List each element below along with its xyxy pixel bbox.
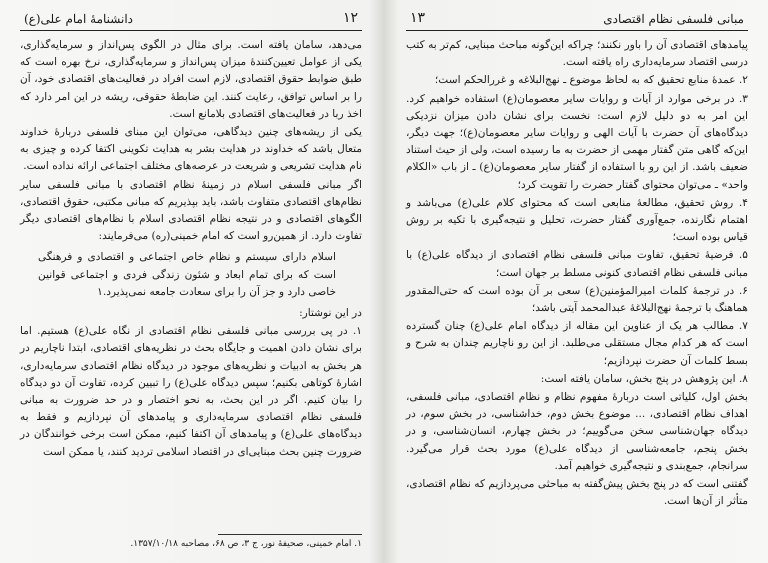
left-paragraph-4: در این نوشتار: [299, 307, 362, 320]
footnote [20, 534, 362, 551]
left-paragraph-1: می‌دهد، سامان یافته است. برای مثال در الگوی پس‌انداز و سرمایه‌گذاری، یکی از عوامل تعیین‌کنندهٔ میزان پس‌انداز و سرمایه‌گذاری، نرخ بهره است که طبق ضوابط حقوق اقتصادی، لازم است افراد در فعالیت‌های اقتصادی خود، آن را بر اساس توافق، رعایت کنند. این ضابطهٔ حقوقی، ریشه در این امر دارد که اخذ ربا در فعالیت‌های اقتصادی بلامانع است. [20, 39, 362, 120]
left-running-title: دانشنامهٔ امام علی(ع) [24, 12, 133, 26]
right-paragraph-3: ۳. در برخی موارد از آیات و روایات سایر معصومان(ع) استفاده خواهیم کرد. این امر به دو دلیل لازم است: نخست برای نشان دادن میزان نزدیکی دیدگاه‌های آن حضرت با آیات الهی و روایات سایر معصومان(ع)؛ جهت دیگر، این‌که گاهی متن گفتار مهمی از حضرت به ما رسیده است، ولی از حیث استناد ضعیف باشد. از این رو با استفاده از گفتار سایر معصومان(ع) ـ از باب «الکلام واحد» ـ می‌توان محتوای گفتار حضرت را تقویت کرد؛ [406, 92, 748, 191]
right-running-title: مبانی فلسفی نظام اقتصادی [603, 12, 744, 26]
right-page-header [406, 8, 748, 31]
right-paragraph-7: ۷. مطالب هر یک از عناوین این مقاله از دیدگاه امام علی(ع) چنان گسترده است که هر کدام مجال مستقلی می‌طلبد. از این رو ناچاریم چندان به شرح و بسط کلمات آن حضرت نپردازیم؛ [406, 320, 748, 367]
right-paragraph-4: ۴. روش تحقیق، مطالعهٔ منابعی است که محتوای کلام علی(ع) می‌باشد و اهتمام نگارنده، جمع‌آوری گفتار حضرت، تحلیل و نتیجه‌گیری با تکیه بر روش قیاس بوده است؛ [406, 196, 748, 244]
right-paragraph-2: ۲. عمدهٔ منابع تحقیق که به لحاظ موضوع ـ نهج‌البلاغه و غررالحکم است؛ [434, 74, 748, 87]
footnote-rule [218, 534, 362, 535]
right-paragraph-8: ۸. این پژوهش در پنج بخش، سامان یافته است: [540, 372, 748, 385]
left-page-header [20, 8, 362, 31]
right-paragraph-6: ۶. در ترجمهٔ کلمات امیرالمؤمنین(ع) سعی بر آن بوده است که حتی‌المقدور هماهنگ با ترجمهٔ نهج‌البلاغهٔ عبدالمحمد آیتی باشد؛ [406, 284, 748, 315]
right-paragraph-5: ۵. فرضیهٔ تحقیق، تفاوت مبانی فلسفی نظام اقتصادی از دیدگاه علی(ع) با مبانی فلسفی نظام اقتصادی کنونی مسلط بر جهان است؛ [406, 249, 748, 279]
left-paragraph-3: اگر مبانی فلسفی اسلام در زمینهٔ نظام اقتصادی با مبانی فلسفی سایر نظام‌های اقتصادی متفاوت باشد، باید بپذیریم که مبانی مکتبی، حقوق اقتصادی، الگوهای اقتصادی و در نتیجه نظام اقتصادی اسلام با نظام‌های اقتصادی دیگر تفاوت دارد. از همین‌رو است که امام خمینی(ره) می‌فرمایند: [20, 178, 362, 243]
footnote-text: ۱. امام خمینی، صحیفهٔ نور، ج ۳، ص ۶۸، مصاحبه ۱۳۵۷/۱۰/۱۸. [130, 539, 362, 549]
left-paragraph-5: ۱. در پی بررسی مبانی فلسفی نظام اقتصادی از نگاه علی(ع) هستیم. اما برای نشان دادن اهمیت و جایگاه بحث در نظریه‌های اقتصادی، ابتدا ناچاریم در هر بخش به ادبیات و نظریه‌های موجود در دیدگاه نظام اقتصادی سرمایه‌داری، اشارهٔ کوتاهی بکنیم؛ سپس دیدگاه علی(ع) را تبیین کرده، تفاوت آن دو دیدگاه را بیان کنیم. اگر در این بحث، به نحو اختصار و در حد ضرورت به مبانی فلسفی نظام اقتصادی سرمایه‌داری و پیامدهای آن نپردازیم و فقط به دیدگاه‌های علی(ع) و پیامدهای آن اکتفا کنیم، ممکن است برخی خوانندگان در ضرورت چنین بحث مبنایی‌ای در اقتصاد اسلامی تردید کنند، یا ممکن است [20, 325, 362, 458]
right-page [386, 0, 768, 563]
right-paragraph-10: گفتنی است که در پنج بخش پیش‌گفته به مباحثی می‌پردازیم که نظام اقتصادی، متأثر از آن‌ها است. [406, 478, 748, 508]
block-quote: اسلام دارای سیستم و نظام خاص اجتماعی و اقتصادی و فرهنگی است که برای تمام ابعاد و شئون زندگی فردی و اجتماعی قوانین خاصی دارد و جز آن را برای سعادت جامعه نمی‌پذیرد.۱ [38, 251, 336, 298]
right-paragraph-1: پیامدهای اقتصادی آن را باور نکنند؛ چراکه این‌گونه مباحث مبنایی، کم‌تر به کتب درسی اقتصاد سرمایه‌داری راه یافته است. [406, 39, 748, 69]
right-page-number: ۱۳ [410, 10, 426, 26]
left-page-number: ۱۲ [342, 10, 358, 26]
left-paragraph-2: یکی از ریشه‌های چنین دیدگاهی، می‌توان این مبنای فلسفی دربارهٔ خداوند متعال باشد که خداوند در هدایت بشر به هدایت تکوینی اکتفا کرده و چیزی به نام هدایت تشریعی و شریعت در عرصه‌های مختلف اجتماعی ارائه نداده است. [20, 126, 362, 173]
right-paragraph-9: بخش اول، کلیاتی است دربارهٔ مفهوم نظام و نظام اقتصادی، مبانی فلسفی، اهداف نظام اقتصادی، ... موضوع بخش دوم، خداشناسی، در بخش سوم، در دیدگاه جهان‌شناسی سخن می‌گوییم؛ در بخش چهارم، انسان‌شناسی، و در بخش پنجم، جامعه‌شناسی از دیدگاه علی(ع) مورد بحث قرار می‌گیرد. سرانجام، جمع‌بندی و نتیجه‌گیری خواهیم آمد. [406, 391, 748, 472]
left-page [0, 0, 382, 563]
